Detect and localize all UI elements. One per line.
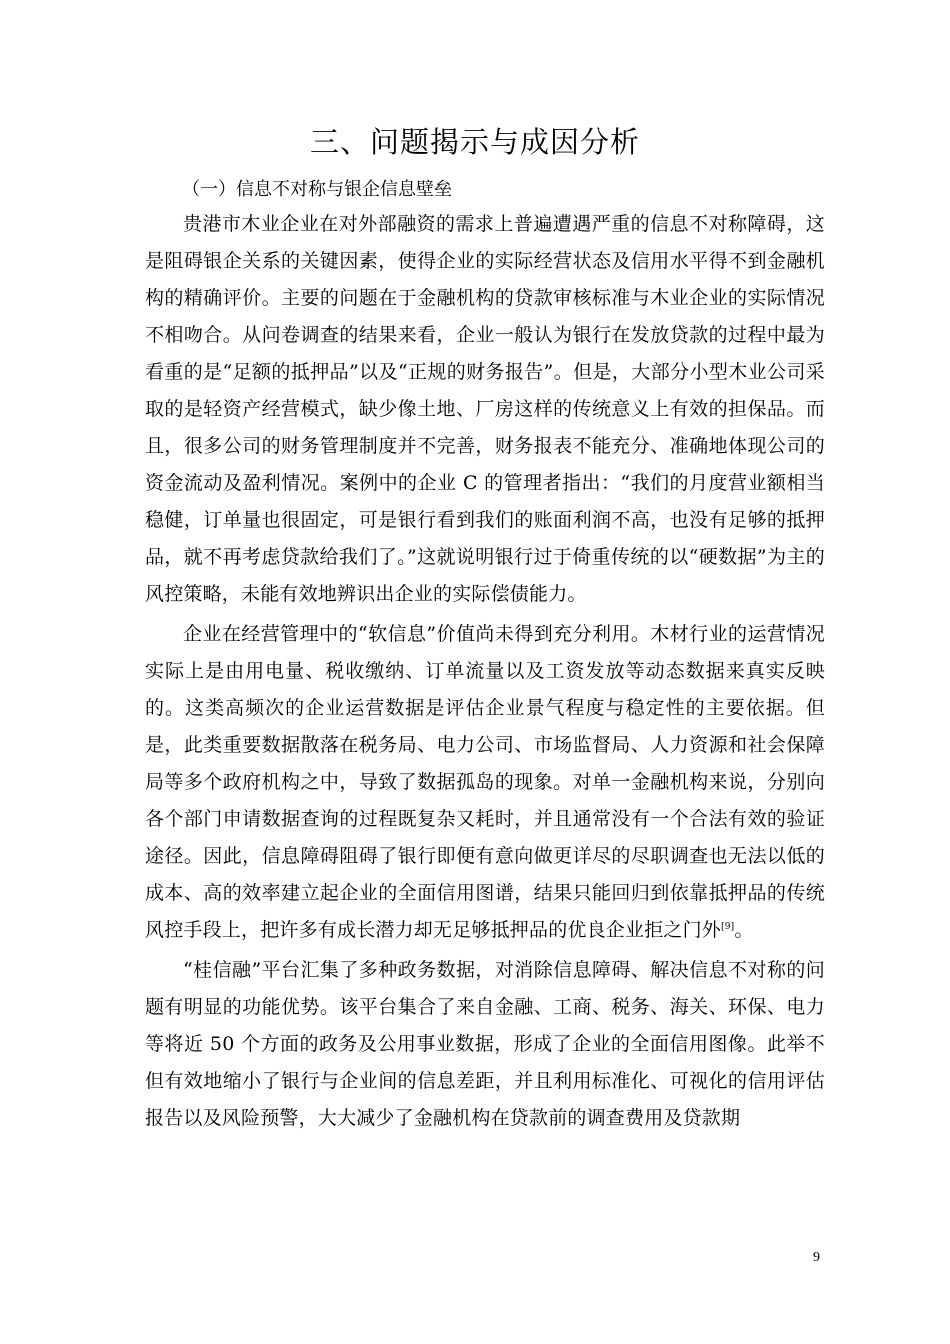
paragraph-2-tail: 。 [734,919,754,941]
paragraph-2 [145,616,825,949]
paragraph-3-text: “桂信融”平台汇集了多种政务数据，对消除信息障碍、解决信息不对称的问题有明显的功能优势。该平台集合了来自金融、工商、税务、海关、环保、电力等将近 50 个方面的政务及公用事业数据，形成了企业的全面信用图像。此举不但有效地缩小了银行与企业间的信息差距，并且利用标准化、可视化的信用评估报告以及风险预警，大大减少了金融机构在贷款前的调查费用及贷款期 [145,959,825,1129]
paragraph-3 [145,952,825,1137]
page-title: 三、问题揭示与成因分析 [309,125,640,159]
body-text [145,206,825,1137]
paragraph-1-text: 贵港市木业企业在对外部融资的需求上普遍遭遇严重的信息不对称障碍，这是阻碍银企关系的关键因素，使得企业的实际经营状态及信用水平得不到金融机构的精确评价。主要的问题在于金融机构的贷款审核标准与木业企业的实际情况不相吻合。从问卷调查的结果来看，企业一般认为银行在发放贷款的过程中最为看重的是“足额的抵押品”以及“正规的财务报告”。但是，大部分小型木业公司采取的是轻资产经营模式，缺少像土地、厂房这样的传统意义上有效的担保品。而且，很多公司的财务管理制度并不完善，财务报表不能充分、准确地体现公司的资金流动及盈利情况。案例中的企业 C 的管理者指出：“我们的月度营业额相当稳健，订单量也很固定，可是银行看到我们的账面利润不高，也没有足够的抵押品，就不再考虑贷款给我们了。”这就说明银行过于倚重传统的以“硬数据”为主的风控策略，未能有效地辨识出企业的实际偿债能力。 [145,213,825,605]
citation-marker: [9] [721,922,735,932]
section-heading: （一）信息不对称与银企信息壁垒 [182,179,452,200]
paragraph-1 [145,206,825,613]
paragraph-2-text: 企业在经营管理中的“软信息”价值尚未得到充分利用。木材行业的运营情况实际上是由用电量、税收缴纳、订单流量以及工资发放等动态数据来真实反映的。这类高频次的企业运营数据是评估企业景气程度与稳定性的主要依据。但是，此类重要数据散落在税务局、电力公司、市场监督局、人力资源和社会保障局等多个政府机构之中，导致了数据孤岛的现象。对单一金融机构来说，分别向各个部门申请数据查询的过程既复杂又耗时，并且通常没有一个合法有效的验证途径。因此，信息障碍阻碍了银行即便有意向做更详尽的尽职调查也无法以低的成本、高的效率建立起企业的全面信用图谱，结果只能回归到依靠抵押品的传统风控手段上，把许多有成长潜力却无足够抵押品的优良企业拒之门外 [145,623,825,941]
page-number: 9 [813,1250,820,1265]
